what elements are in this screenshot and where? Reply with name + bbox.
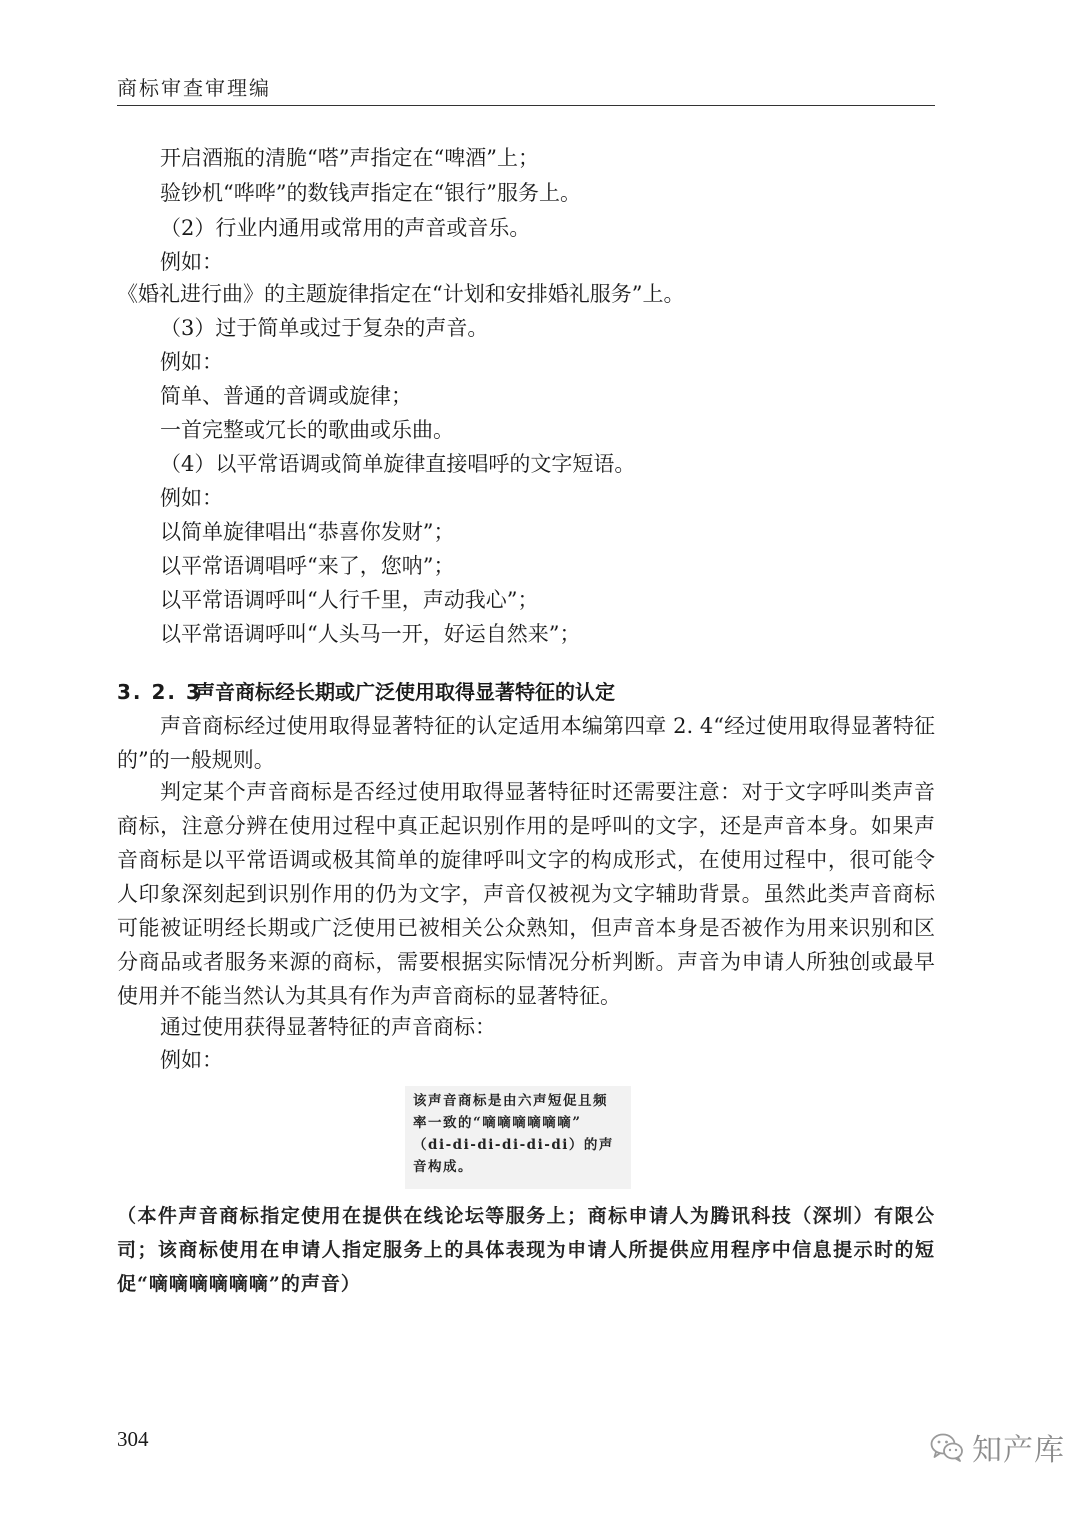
body-line: （2）行业内通用或常用的声音或音乐。 [160, 216, 531, 240]
paragraph: 例如： [160, 1048, 223, 1072]
sound-mark-description-image [405, 1086, 631, 1189]
paragraph: 声音商标经过使用取得显著特征的认定适用本编第四章 2. 4“经过使用取得显著特征的”的一般规则。 [117, 714, 935, 772]
body-line: 简单、普通的音调或旋律； [160, 384, 412, 408]
body-line: 例如： [160, 250, 223, 274]
body-line: 以平常语调呼叫“人行千里，声动我心”； [160, 588, 539, 612]
body-line: 以简单旋律唱出“恭喜你发财”； [160, 520, 455, 544]
example-caption: （本件声音商标指定使用在提供在线论坛等服务上；商标申请人为腾讯科技（深圳）有限公司；该商标使用在申请人指定服务上的具体表现为申请人所提供应用程序中信息提示时的短促“嘀嘀嘀嘀嘀嘀”的声音） [117, 1205, 935, 1295]
watermark [930, 1417, 1065, 1477]
section-title: 声音商标经长期或广泛使用取得显著特征的认定 [195, 680, 615, 704]
body-line: 例如： [160, 486, 223, 510]
mark-text-line: （di-di-di-di-di-di）的声 [413, 1137, 614, 1153]
wechat-icon [930, 1432, 964, 1462]
body-line: 一首完整或冗长的歌曲或乐曲。 [160, 418, 454, 442]
body-line: 例如： [160, 350, 223, 374]
section-heading [117, 676, 615, 705]
page-number: 304 [117, 1427, 149, 1451]
body-line: 以平常语调唱呼“来了，您呐”； [160, 554, 455, 578]
body-line: 《婚礼进行曲》的主题旋律指定在“计划和安排婚礼服务”上。 [117, 282, 685, 306]
watermark-text: 知产库 [972, 1433, 1065, 1468]
mark-text-line: 音构成。 [413, 1159, 473, 1175]
paragraph: 通过使用获得显著特征的声音商标： [160, 1015, 496, 1039]
paragraph: 判定某个声音商标是否经过使用取得显著特征时还需要注意：对于文字呼叫类声音商标，注意分辨在使用过程中真正起识别作用的是呼叫的文字，还是声音本身。如果声音商标是以平常语调或极其简单的旋律呼叫文字的构成形式，在使用过程中，很可能令人印象深刻起到识别作用的仍为文字，声音仅被视为文字辅助背景。虽然此类声音商标可能被证明经长期或广泛使用已被相关公众熟知，但声音本身是否被作为用来识别和区分商品或者服务来源的商标，需要根据实际情况分析判断。声音为申请人所独创或最早使用并不能当然认为其具有作为声音商标的显著特征。 [117, 780, 935, 1008]
running-header-title: 商标审查审理编 [117, 76, 271, 100]
body-line: 以平常语调呼叫“人头马一开，好运自然来”； [160, 622, 581, 646]
mark-text-line: 率一致的“嘀嘀嘀嘀嘀嘀” [413, 1115, 582, 1131]
mark-text-line: 该声音商标是由六声短促且频 [413, 1093, 608, 1109]
section-number: 3. 2. 3 [117, 680, 202, 704]
header-rule [117, 105, 935, 106]
body-line: （4）以平常语调或简单旋律直接唱呼的文字短语。 [160, 452, 636, 476]
body-line: （3）过于简单或过于复杂的声音。 [160, 316, 489, 340]
body-line: 开启酒瓶的清脆“嗒”声指定在“啤酒”上； [160, 146, 539, 170]
body-line: 验钞机“哗哗”的数钱声指定在“银行”服务上。 [160, 181, 581, 205]
